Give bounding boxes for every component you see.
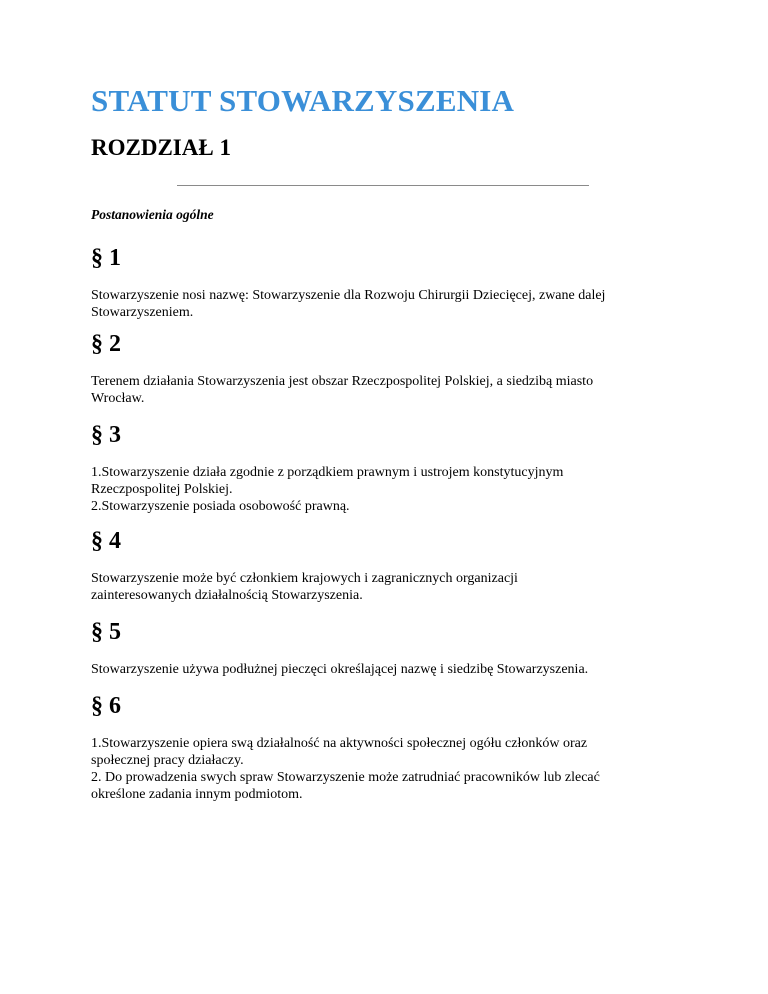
paragraph-body <box>91 373 691 407</box>
horizontal-divider <box>177 185 589 186</box>
paragraph-body <box>91 464 691 515</box>
paragraph-line: Stowarzyszenie używa podłużnej pieczęci określającej nazwę i siedzibę Stowarzyszenia. <box>91 662 589 677</box>
paragraph-body <box>91 661 691 678</box>
paragraph-line: Rzeczpospolitej Polskiej. <box>91 482 233 497</box>
paragraph-line: 2. Do prowadzenia swych spraw Stowarzyszenie może zatrudniać pracowników lub zlecać <box>91 770 600 785</box>
paragraph-heading: § 6 <box>91 693 121 719</box>
paragraph-section-3 <box>91 421 691 515</box>
paragraph-line: Stowarzyszenie może być członkiem krajowych i zagranicznych organizacji <box>91 571 518 586</box>
paragraph-heading: § 5 <box>91 619 121 645</box>
paragraph-heading: § 4 <box>91 528 121 554</box>
chapter-heading: ROZDZIAŁ 1 <box>91 135 231 160</box>
paragraph-line: 2.Stowarzyszenie posiada osobowość prawną. <box>91 499 350 514</box>
paragraph-line: zainteresowanych działalnością Stowarzyszenia. <box>91 588 363 603</box>
paragraph-body <box>91 287 691 321</box>
paragraph-section-6 <box>91 692 691 803</box>
paragraph-line: 1.Stowarzyszenie działa zgodnie z porządkiem prawnym i ustrojem konstytucyjnym <box>91 465 564 480</box>
section-subtitle: Postanowienia ogólne <box>91 207 214 222</box>
paragraph-body <box>91 570 691 604</box>
paragraph-heading: § 2 <box>91 331 121 357</box>
paragraph-line: 1.Stowarzyszenie opiera swą działalność na aktywności społecznej ogółu członków oraz <box>91 736 588 751</box>
paragraph-line: Stowarzyszeniem. <box>91 305 194 320</box>
paragraph-line: określone zadania innym podmiotom. <box>91 787 303 802</box>
paragraph-heading: § 3 <box>91 422 121 448</box>
paragraph-section-4 <box>91 527 691 604</box>
paragraph-section-1 <box>91 244 691 321</box>
paragraph-line: społecznej pracy działaczy. <box>91 753 244 768</box>
paragraph-heading: § 1 <box>91 245 121 271</box>
paragraph-body <box>91 735 691 803</box>
document-title: STATUT STOWARZYSZENIA <box>91 83 515 118</box>
paragraph-line: Terenem działania Stowarzyszenia jest obszar Rzeczpospolitej Polskiej, a siedzibą miasto <box>91 374 594 389</box>
paragraph-section-5 <box>91 618 691 678</box>
paragraph-line: Stowarzyszenie nosi nazwę: Stowarzyszenie dla Rozwoju Chirurgii Dziecięcej, zwane dalej <box>91 288 606 303</box>
paragraph-line: Wrocław. <box>91 391 145 406</box>
paragraph-section-2 <box>91 330 691 407</box>
